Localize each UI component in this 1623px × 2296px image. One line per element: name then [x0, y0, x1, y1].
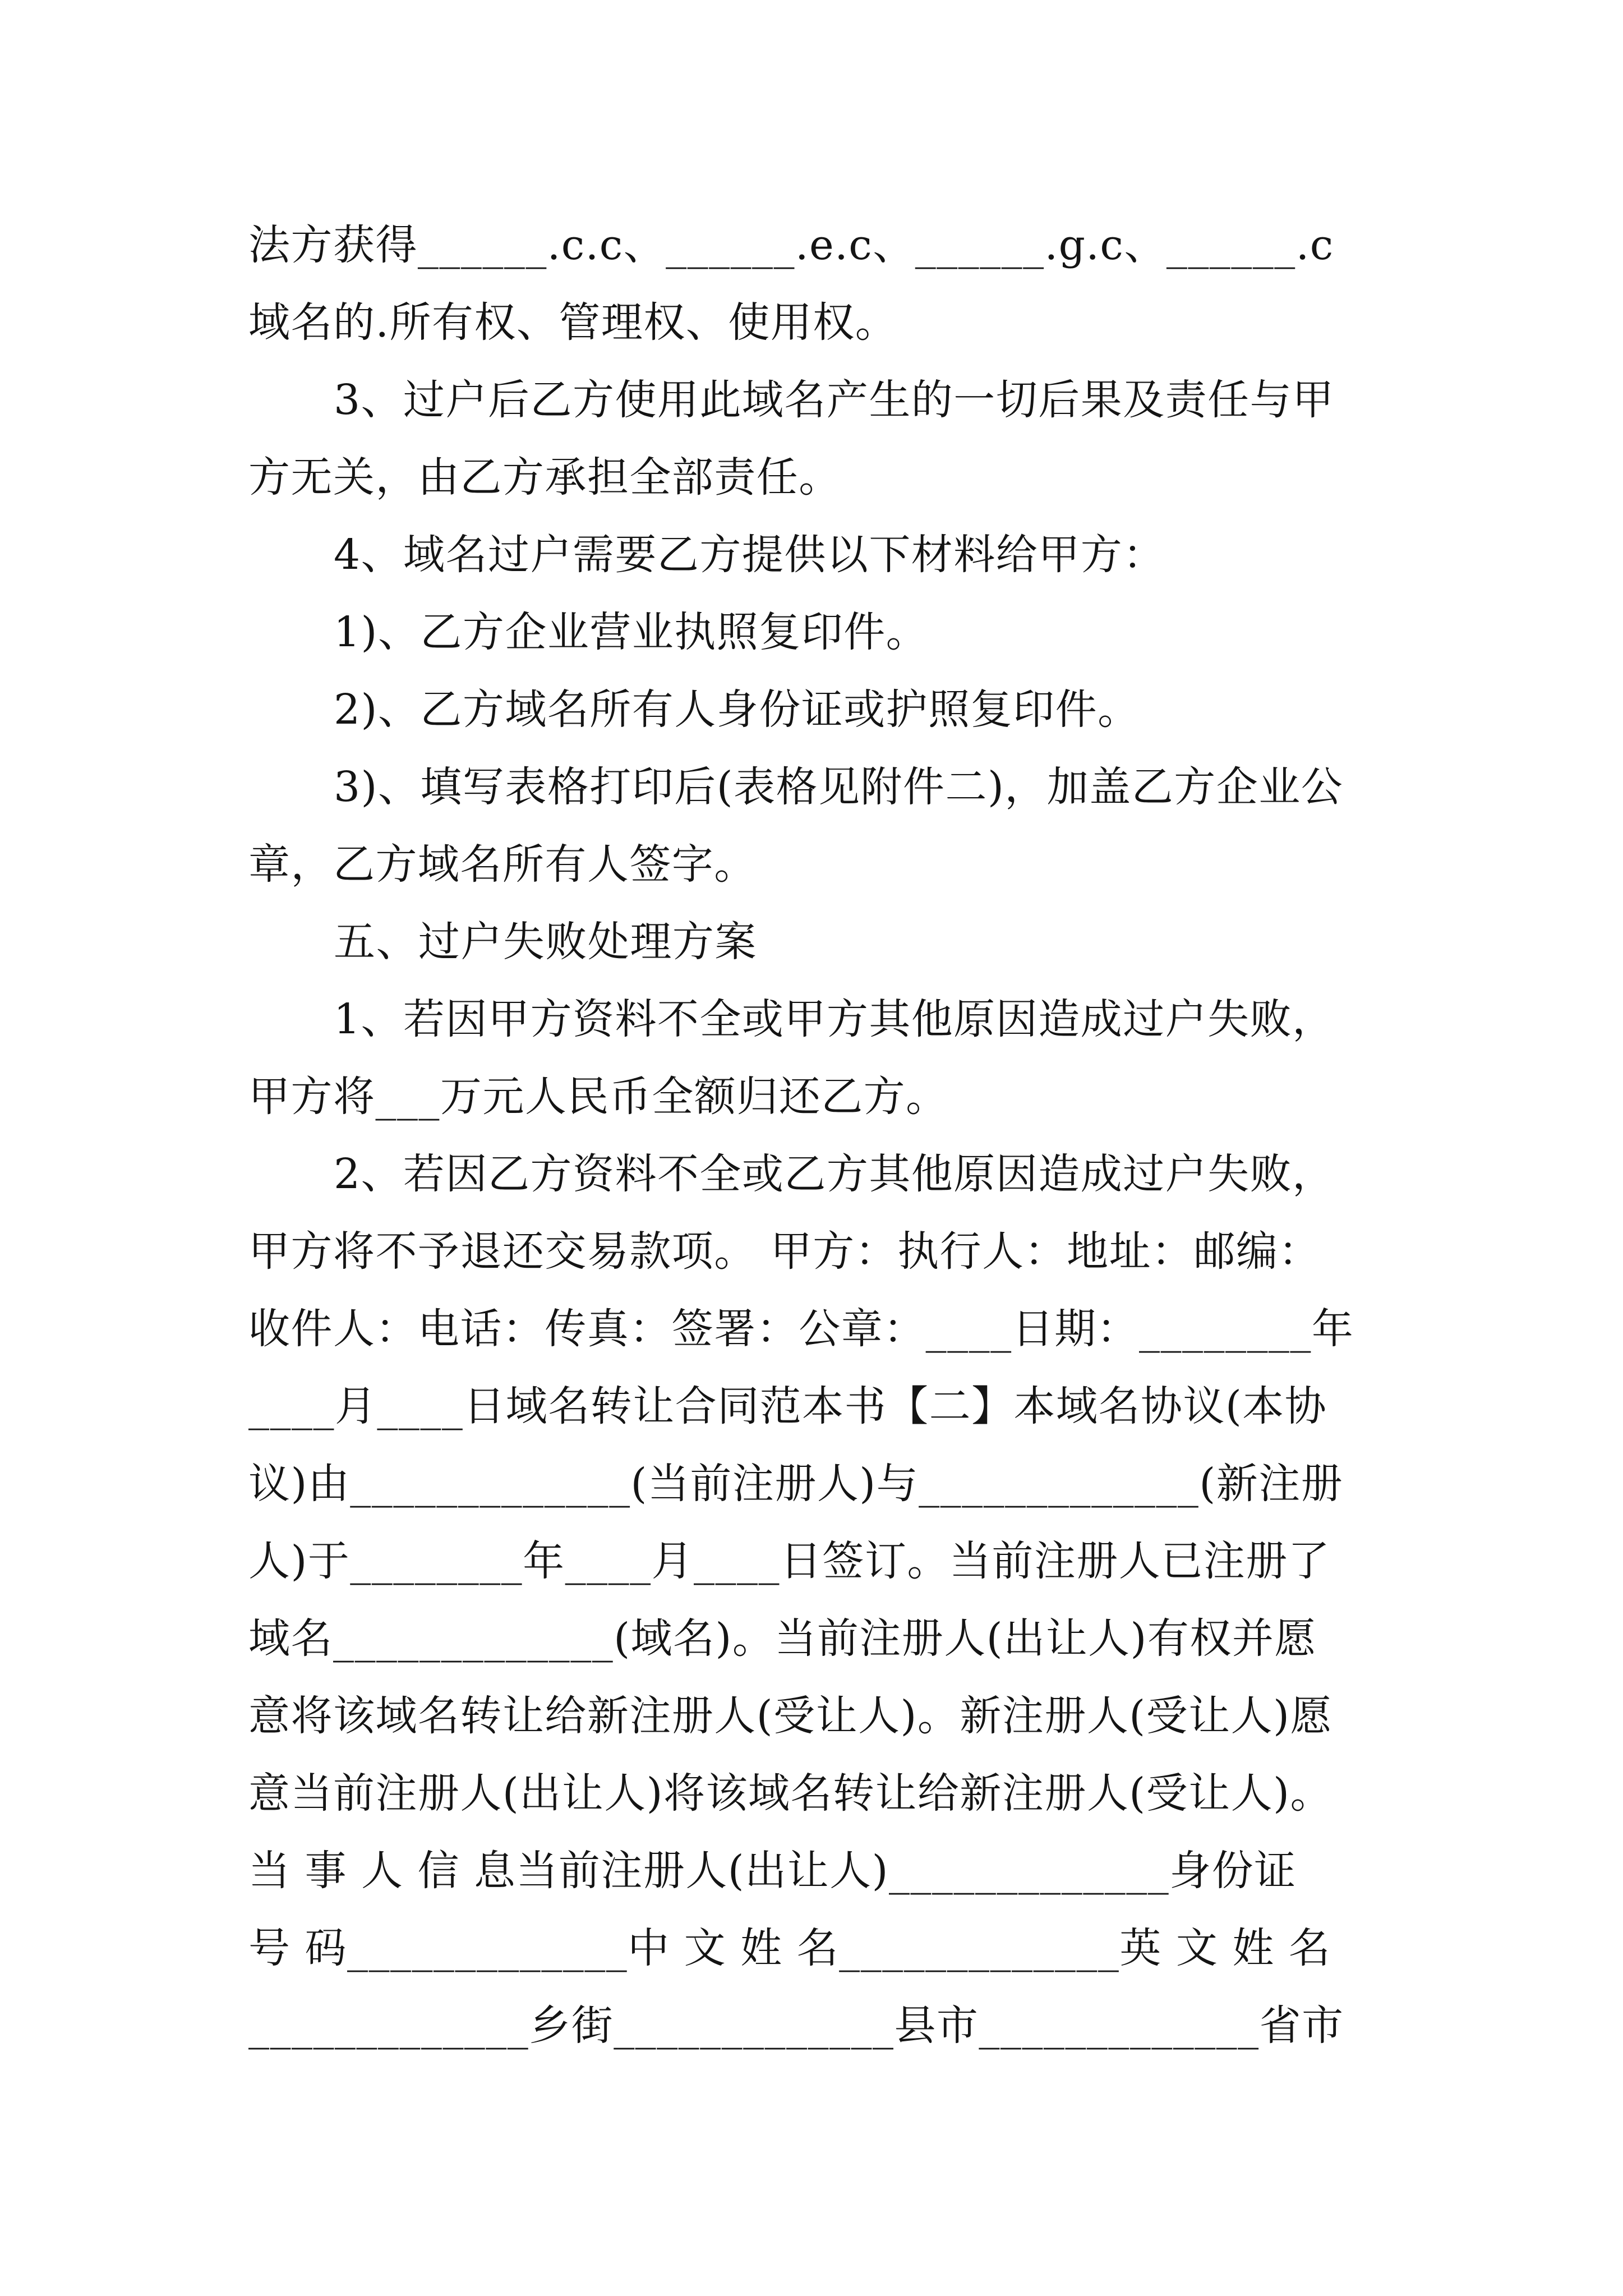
- text-line: 当 事 人 信 息当前注册人(出让人)_____________身份证: [248, 1847, 1297, 1895]
- text-line: 4、域名过户需要乙方提供以下材料给甲方：: [334, 531, 1165, 579]
- text-line: 意将该域名转让给新注册人(受让人)。新注册人(受让人)愿: [248, 1692, 1332, 1740]
- section-heading: 五、过户失败处理方案: [334, 918, 757, 966]
- text-line: 域名_____________(域名)。当前注册人(出让人)有权并愿: [248, 1614, 1317, 1663]
- text-line: 3)、填写表格打印后(表格见附件二)，加盖乙方企业公: [334, 763, 1344, 811]
- text-line: 1、若因甲方资料不全或甲方其他原因造成过户失败，: [334, 995, 1335, 1043]
- text-line: 收件人：电话：传真：签署：公章：____日期：________年: [248, 1305, 1354, 1353]
- text-line: 法方获得______.c.c、______.e.c、______.g.c、______.c: [248, 221, 1334, 269]
- text-line: 甲方将___万元人民币全额归还乙方。: [248, 1073, 948, 1121]
- text-line: 方无关，由乙方承担全部责任。: [248, 453, 841, 501]
- text-line: 议)由_____________(当前注册人)与_____________(新注册: [248, 1460, 1344, 1508]
- text-line: _____________乡街_____________县市_____________省市: [248, 2001, 1344, 2050]
- text-line: 2、若因乙方资料不全或乙方其他原因造成过户失败，: [334, 1150, 1335, 1198]
- text-line: 甲方将不予退还交易款项。 甲方：执行人：地址：邮编：: [248, 1227, 1321, 1276]
- text-line: 2)、乙方域名所有人身份证或护照复印件。: [334, 685, 1140, 734]
- text-line: 号 码_____________中 文 姓 名_____________英 文 姓 名: [248, 1924, 1331, 1972]
- text-line: ____月____日域名转让合同范本书【二】本域名协议(本协: [248, 1382, 1327, 1430]
- text-line: 人)于________年____月____日签订。当前注册人已注册了: [248, 1537, 1331, 1585]
- text-line: 章，乙方域名所有人签字。: [248, 840, 757, 889]
- text-line: 域名的.所有权、管理权、使用权。: [248, 298, 898, 347]
- text-line: 意当前注册人(出让人)将该域名转让给新注册人(受让人)。: [248, 1769, 1332, 1818]
- text-line: 1)、乙方企业营业执照复印件。: [334, 608, 929, 656]
- text-line: 3、过户后乙方使用此域名产生的一切后果及责任与甲: [334, 376, 1335, 424]
